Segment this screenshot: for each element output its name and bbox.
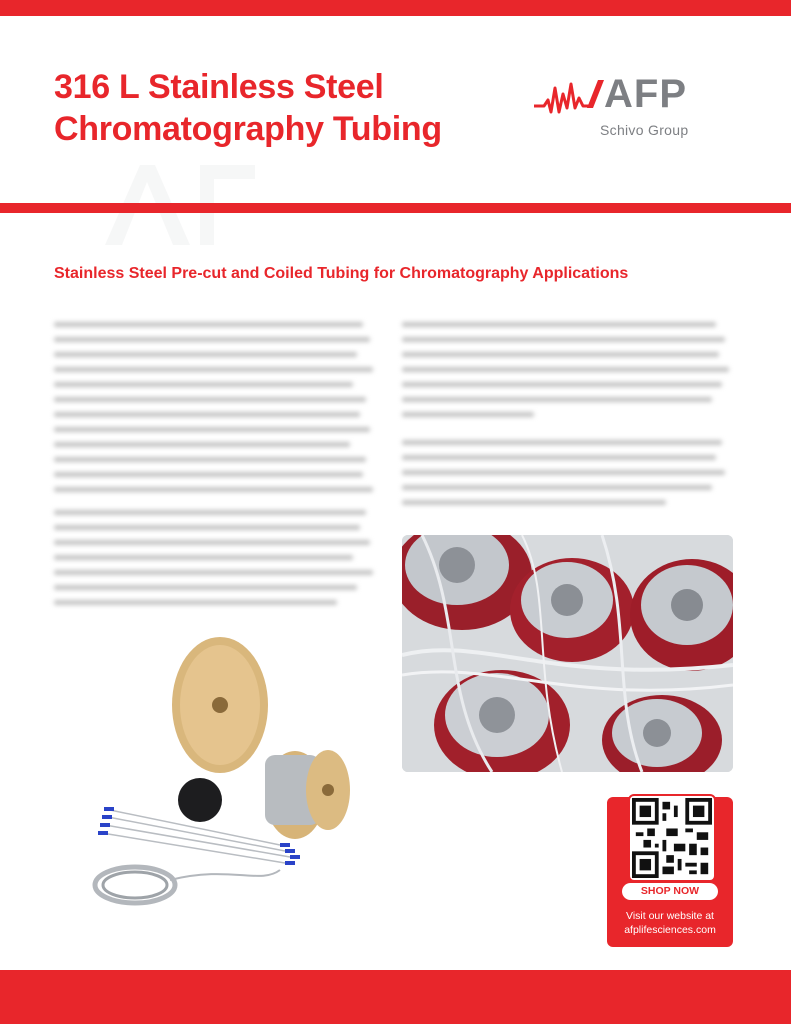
qr-code[interactable] [628,794,716,882]
afp-logo [532,72,742,148]
section-subtitle: Stainless Steel Pre-cut and Coiled Tubing for Chromatography Applications [54,265,629,282]
page-title [54,66,442,150]
bottom-red-bar [0,970,791,1024]
blurred-paragraph-1 [54,322,376,502]
title-line-1: 316 L Stainless Steel [54,68,384,106]
tubing-spool-image-icon [80,635,380,920]
waveform-logo-icon [532,78,606,118]
shop-now-button[interactable]: SHOP NOW [622,883,718,900]
visit-line-1: Visit our website at [626,910,714,922]
website-link[interactable]: afplifesciences.com [624,924,716,936]
logo-brand: AFP [604,72,687,116]
blurred-paragraph-2 [54,510,376,615]
shop-now-card [607,797,733,947]
blurred-paragraph-3 [402,322,732,427]
title-line-2: Chromatography Tubing [54,110,442,148]
qr-code-icon [632,798,712,878]
logo-tagline: Schivo Group [600,122,689,138]
blurred-paragraph-4 [402,440,732,515]
column-fittings-image-icon [402,535,733,772]
visit-website-text [607,909,733,937]
chromatography-fittings-photo [402,535,733,772]
divider-red-bar [0,203,791,213]
top-red-bar [0,0,791,16]
spool-and-coiled-tubing-photo [80,635,380,920]
